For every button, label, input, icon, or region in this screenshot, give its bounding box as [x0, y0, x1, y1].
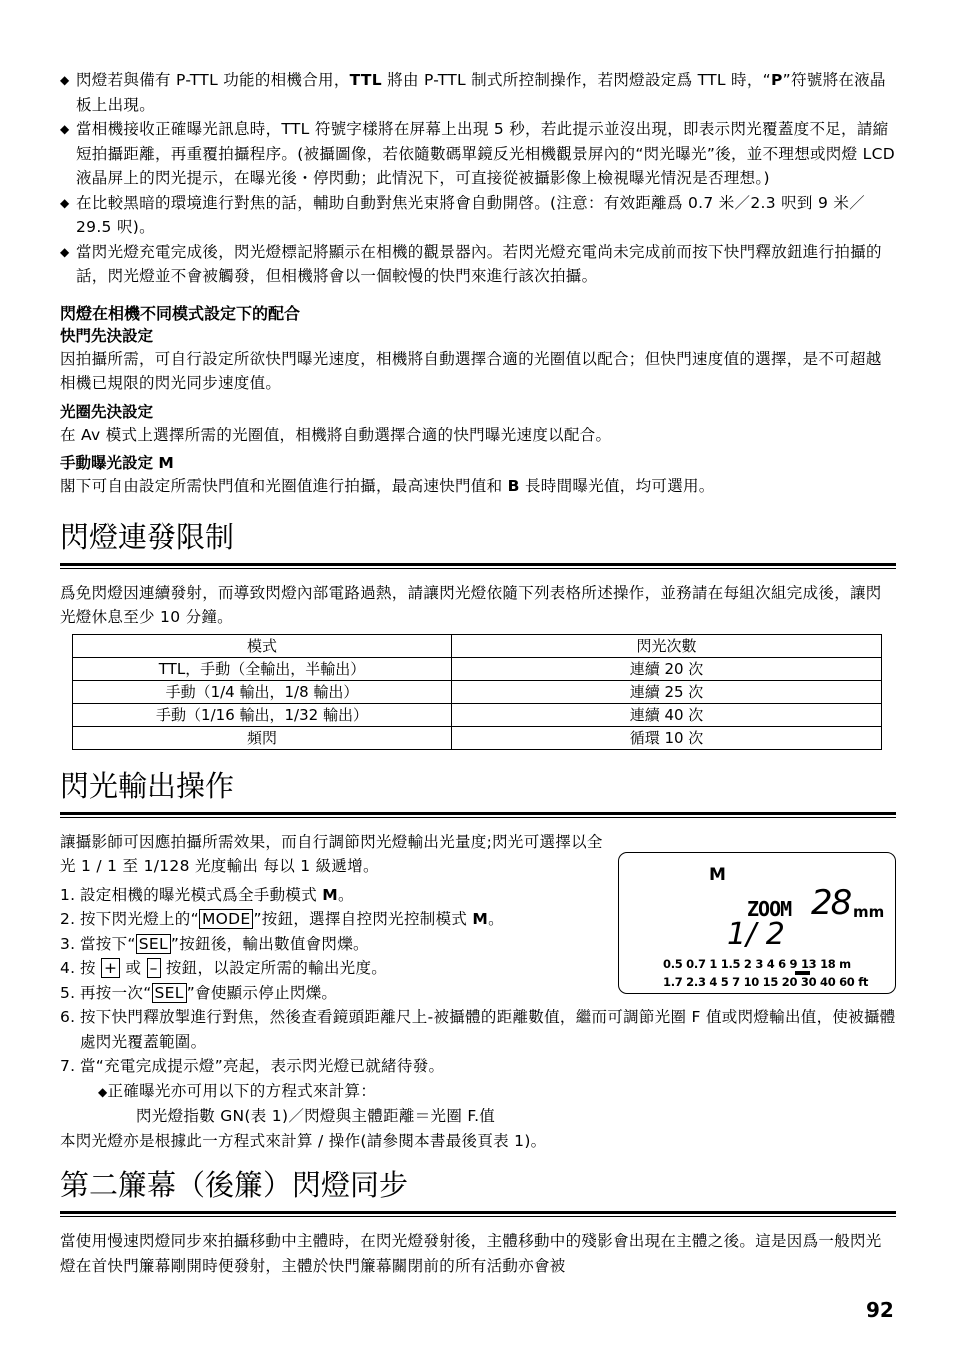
divider [60, 1211, 896, 1214]
step-item: 1. 設定相機的曝光模式爲全手動模式 M。 [60, 885, 354, 904]
diamond-icon: ◆ [60, 244, 70, 259]
lcd-output-value: 1/ 2 [727, 917, 785, 952]
section-title-burst-limit: 閃燈連發限制 [60, 519, 235, 554]
bullet-item: ◆ 當相機接收正確曝光訊息時，TTL 符號字樣將在屏幕上出現 5 秒，若此提示並沒出現，即表示閃光覆蓋度不足，請縮短拍攝距離，再重覆拍攝程序。(被攝圖像，若依隨數碼單鏡反光相機觀景屏內的“閃光曝光”後，並不理想或閃燈 LCD 液晶屏上的閃光提示，在曝光後・停閃動；此情況下，可直接從被攝影像上檢視曝光情況是否理想。) [60, 117, 896, 191]
table-row: 頻閃 循環 10 次 [73, 726, 882, 749]
step-item: 5. 再按一次“ SEL ”會使顯示停止閃爍。 [60, 983, 338, 1002]
table-row: TTL，手動（全輸出，半輸出） 連續 20 次 [73, 657, 882, 680]
divider [60, 563, 896, 566]
diamond-icon: ◆ [60, 122, 70, 136]
table-row: 手動（1/16 輸出，1/32 輸出） 連續 40 次 [73, 703, 882, 726]
plus-button-label: + [101, 958, 120, 978]
manual-exposure-title: 手動曝光設定 M [60, 454, 174, 472]
sel-button-label: SEL [152, 983, 187, 1003]
aperture-priority-title: 光圈先決設定 [60, 402, 154, 421]
lcd-panel-illustration [618, 852, 896, 994]
minus-button-label: – [147, 958, 161, 978]
section-title-rear-curtain: 第二簾幕（後簾）閃燈同步 [60, 1168, 409, 1202]
formula-note: ◆正確曝光亦可用以下的方程式來計算： [98, 1081, 377, 1100]
page-number: 92 [866, 1298, 894, 1322]
section-title-flash-output: 閃光輸出操作 [60, 768, 235, 803]
page-body [60, 68, 896, 1278]
manual-exposure-text: 閣下可自由設定所需快門值和光圈值進行拍攝，最高速快門值和 B 長時間曝光值，均可選用。 [60, 477, 715, 495]
lcd-zoom-value: 28 [811, 883, 851, 923]
shutter-priority-text: 因拍攝所需，可自行設定所欲快門曝光速度，相機將自動選擇合適的光圈值以配合；但快門速度值的選擇，是不可超越相機已規限的閃光同步速度值。 [60, 349, 882, 392]
step-item: 6. 按下快門釋放掣進行對焦，然後查看鏡頭距離尺上-被攝體的距離數值，繼而可調節光圈 F 值或閃燈輸出值，使被攝體處閃光覆蓋範圍。 [60, 1008, 896, 1051]
bullet-item: ◆ 在比較黑暗的環境進行對焦的話，輔助自動對焦光束將會自動開啓。(注意：有效距離爲 0.7 米／2.3 呎到 9 米／29.5 呎)。 [60, 191, 896, 240]
lcd-scale-meters: 0.5 0.7 1 1.5 2 3 4 6 9 13 18 m [663, 957, 851, 971]
table-row: 手動（1/4 輸出，1/8 輸出） 連續 25 次 [73, 680, 882, 703]
step-item: 4. 按 + 或 – 按鈕，以設定所需的輸出光度。 [60, 959, 388, 977]
step-item: 2. 按下閃光燈上的“ MODE ”按鈕，選擇自控閃光控制模式 M。 [60, 910, 504, 928]
lcd-scale-feet: 1.7 2.3 4 5 7 10 15 20 30 40 60 ft [663, 975, 869, 989]
step-item: 3. 當按下“ SEL ”按鈕後，輸出數值會閃爍。 [60, 934, 369, 953]
step-item: 7. 當“充電完成提示燈”亮起，表示閃光燈已就緒待發。 [60, 1057, 445, 1075]
aperture-priority-text: 在 Av 模式上選擇所需的光圈值，相機將自動選擇合適的快門曝光速度以配合。 [60, 425, 612, 444]
table-header-row: 模式 閃光次數 [73, 634, 882, 657]
shutter-priority-title: 快門先決設定 [60, 326, 154, 345]
diamond-icon: ◆ [60, 195, 70, 210]
divider [60, 812, 896, 815]
diamond-icon: ◆ [60, 73, 70, 87]
lcd-mode: M [709, 865, 726, 885]
burst-limit-intro: 爲免閃燈因連續發射，而導致閃燈內部電路過熱，請讓閃光燈依隨下列表格所述操作，並務請在每組次組完成後，讓閃光燈休息至少 10 分鐘。 [60, 583, 882, 626]
bullet-item: ◆ 當閃光燈充電完成後，閃光燈標記將顯示在相機的觀景器內。若閃光燈充電尚未完成前而按下快門釋放鈕進行拍攝的話，閃光燈並不會被觸發，但相機將會以一個較慢的快門來進行該次拍攝。 [60, 240, 896, 289]
flash-output-intro: 讓攝影師可因應拍攝所需效果，而自行調節閃光燈輸出光量度;閃光可選擇以全光 1 / 1 至 1/128 光度輸出 每以 1 級遞增。 [60, 832, 603, 875]
bullet-item: ◆ 閃燈若與備有 P-TTL 功能的相機合用，TTL 將由 P-TTL 制式所控制操作，若閃燈設定爲 TTL 時，“P”符號將在液晶板上出現。 [60, 68, 896, 117]
diamond-icon: ◆ [98, 1084, 108, 1099]
modes-heading: 閃燈在相機不同模式設定下的配合 [60, 303, 301, 323]
formula-outro: 本閃光燈亦是根據此一方程式來計算 / 操作(請參閱本書最後頁表 1)。 [60, 1131, 547, 1150]
mode-button-label: MODE [199, 909, 254, 929]
lcd-zoom-label: ZOOM [747, 897, 792, 921]
rear-curtain-text: 當使用慢速閃燈同步來拍攝移動中主體時，在閃光燈發射後，主體移動中的殘影會出現在主體之後。這是因爲一般閃光燈在首快門簾幕剛開時便發射，主體於快門簾幕關閉前的所有活動亦會被 [60, 1232, 882, 1275]
sel-button-label: SEL [136, 934, 171, 954]
lcd-zoom-unit: mm [853, 903, 885, 921]
formula: 閃光燈指數 GN(表 1)／閃燈與主體距離＝光圈 F.值 [136, 1107, 496, 1125]
burst-limit-table [72, 634, 882, 750]
